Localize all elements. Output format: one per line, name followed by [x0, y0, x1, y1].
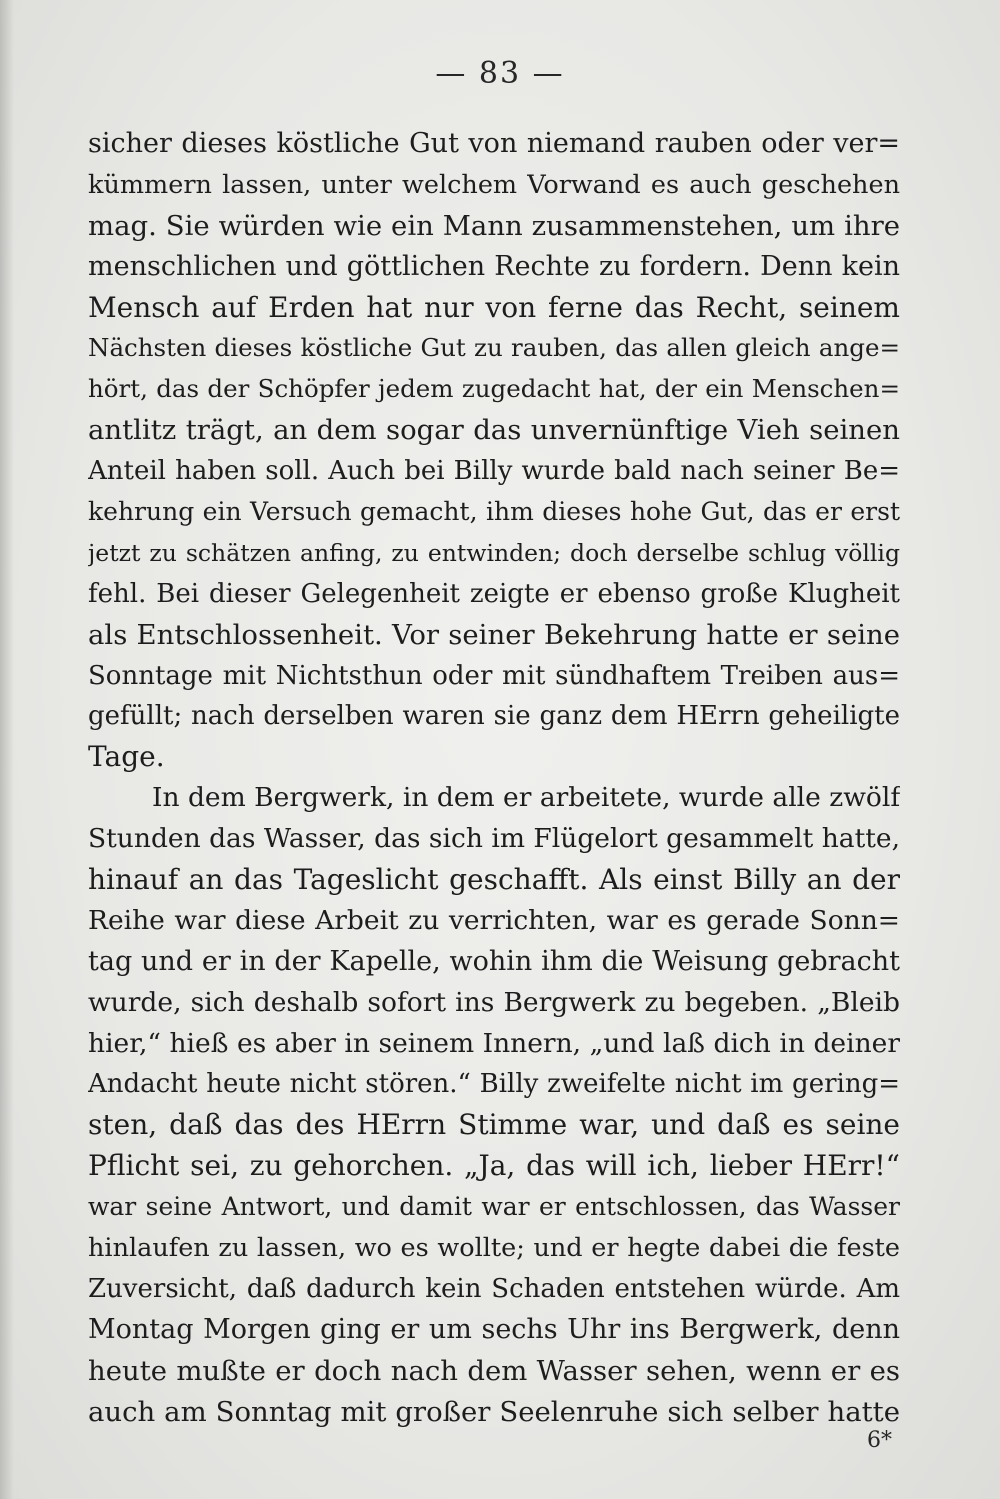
paragraph-start-line: In dem Bergwerk, in dem er arbeitete, wurde alle zwölf [152, 782, 900, 814]
text-line: war seine Antwort, und damit war er entschlossen, das Wasser [88, 1192, 900, 1222]
text-line: Zuversicht, daß dadurch kein Schaden entstehen würde. Am [88, 1273, 900, 1304]
text-line: hier,“ hieß es aber in seinem Innern, „und laß dich in deiner [88, 1027, 900, 1059]
text-line: kehrung ein Versuch gemacht, ihm dieses hohe Gut, das er erst [88, 497, 900, 527]
text-line: gefüllt; nach derselben waren sie ganz dem HErrn geheiligte [88, 701, 900, 732]
text-line: Mensch auf Erden hat nur von ferne das Recht, seinem [88, 290, 900, 324]
text-line: Anteil haben soll. Auch bei Billy wurde bald nach seiner Be= [88, 456, 900, 487]
page-gutter-shadow [0, 0, 14, 1499]
paragraph-end-line: Tage. [88, 740, 165, 774]
text-line: sten, daß das des HErrn Stimme war, und daß es seine [88, 1108, 900, 1142]
text-line: als Entschlossenheit. Vor seiner Bekehrung hatte er seine [88, 618, 900, 651]
text-line: kümmern lassen, unter welchem Vorwand es auch geschehen [88, 169, 900, 200]
text-line: Stunden das Wasser, das sich im Flügelort gesammelt hatte, [88, 823, 900, 855]
text-line: hinlaufen zu lassen, wo es wollte; und er hegte dabei die feste [88, 1233, 900, 1264]
text-line: Nächsten dieses köstliche Gut zu rauben, das allen gleich ange= [88, 333, 900, 363]
body-text [88, 124, 900, 1433]
text-line: mag. Sie würden wie ein Mann zusammenstehen, um ihre [88, 209, 900, 242]
text-line: tag und er in der Kapelle, wohin ihm die Weisung gebracht [88, 945, 900, 977]
text-line: antlitz trägt, an dem sogar das unvernünftige Vieh seinen [88, 414, 900, 447]
signature-mark: 6* [867, 1428, 892, 1453]
text-line: hinauf an das Tageslicht geschafft. Als einst Billy an der [88, 863, 900, 897]
text-line: Reihe war diese Arbeit zu verrichten, war es gerade Sonn= [88, 904, 900, 936]
text-line: sicher dieses köstliche Gut von niemand rauben oder ver= [88, 128, 900, 159]
text-line: menschlichen und göttlichen Rechte zu fordern. Denn kein [88, 250, 900, 282]
text-line: heute mußte er doch nach dem Wasser sehen, wenn er es [88, 1354, 900, 1387]
page-number: — 83 — [435, 56, 565, 91]
text-line: hört, das der Schöpfer jedem zugedacht hat, der ein Menschen= [88, 374, 900, 404]
text-line: wurde, sich deshalb sofort ins Bergwerk zu begeben. „Bleib [88, 986, 900, 1018]
text-line: Montag Morgen ging er um sechs Uhr ins Bergwerk, denn [88, 1313, 900, 1345]
text-line: Pflicht sei, zu gehorchen. „Ja, das will ich, lieber HErr!“ [88, 1149, 900, 1183]
text-line: auch am Sonntag mit großer Seelenruhe sich selber hatte [88, 1395, 900, 1428]
text-line: fehl. Bei dieser Gelegenheit zeigte er ebenso große Klugheit [88, 578, 900, 609]
text-line: Andacht heute nicht stören.“ Billy zweifelte nicht im gering= [88, 1069, 900, 1100]
text-line: Sonntage mit Nichtsthun oder mit sündhaftem Treiben aus= [88, 660, 900, 691]
text-line: jetzt zu schätzen anfing, zu entwinden; doch derselbe schlug völlig [88, 538, 900, 567]
